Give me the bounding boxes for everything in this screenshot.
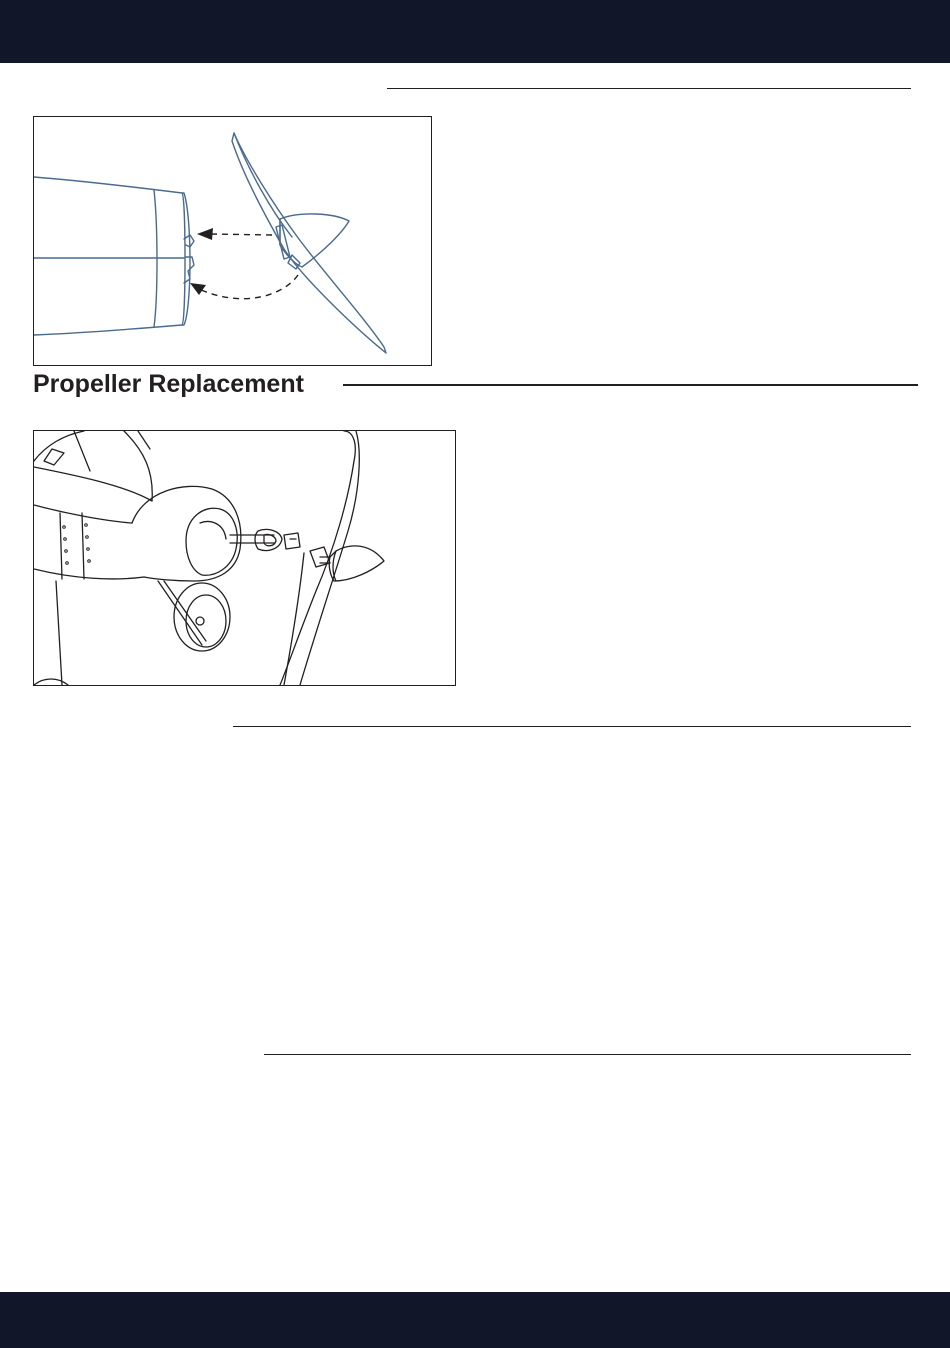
divider-rule — [233, 726, 911, 727]
arrow-spinner-line — [210, 234, 272, 235]
fuselage-outline — [34, 177, 190, 335]
spinner-install-illustration — [34, 117, 431, 365]
arrow-head-icon — [197, 228, 213, 240]
arrow-head-icon — [190, 283, 206, 295]
prop-nut — [284, 533, 300, 549]
landing-gear-strut — [158, 581, 202, 645]
arrow-prop-line — [199, 275, 298, 299]
fuselage-upper — [34, 505, 132, 523]
propeller-assembly-illustration — [34, 431, 455, 685]
antenna-wire — [56, 581, 62, 685]
section-title: Propeller Replacement — [33, 370, 304, 398]
fuselage-lower — [34, 569, 144, 579]
propeller-blade — [232, 133, 386, 353]
header-band — [0, 0, 950, 63]
spinner-install-figure — [33, 116, 432, 366]
title-rule — [343, 384, 918, 386]
cowl-opening — [186, 508, 237, 575]
divider-rule — [387, 88, 911, 89]
collet-adapter — [255, 529, 282, 550]
propeller-assembly-figure — [33, 430, 456, 686]
propeller-blade-lower — [284, 553, 304, 685]
divider-rule — [264, 1054, 911, 1055]
footer-band — [0, 1292, 950, 1348]
